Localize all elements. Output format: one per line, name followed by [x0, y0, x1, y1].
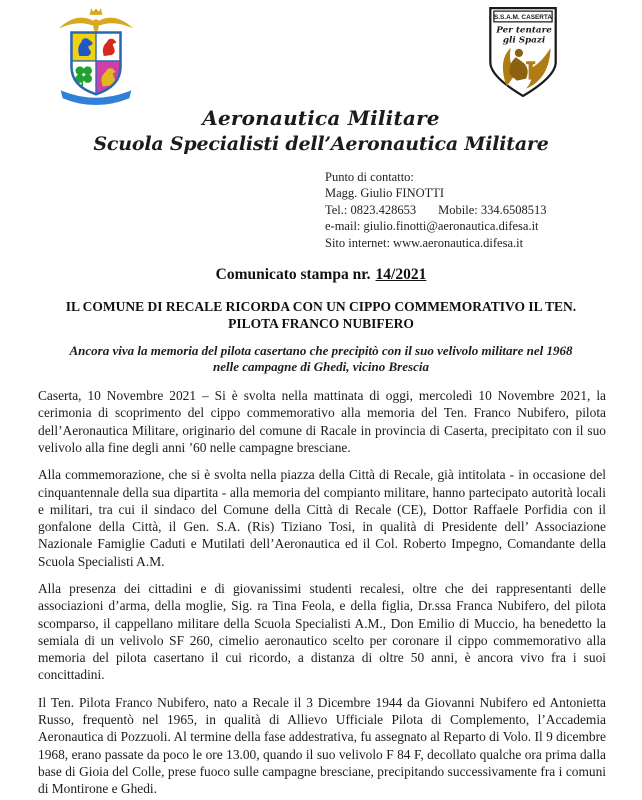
headline-line1: IL COMUNE DI RECALE RICORDA CON UN CIPPO COMMEMORATIVO IL TEN.	[65, 299, 577, 315]
ssam-label-text: S.S.A.M. CASERTA	[493, 14, 553, 22]
org-title: Aeronautica Militare	[202, 106, 440, 130]
contact-mobile: Mobile: 334.6508513	[438, 202, 547, 217]
release-number-heading	[0, 266, 642, 284]
subtitle-line1: Ancora viva la memoria del pilota casertano che precipitò con il suo velivolo militare nel 1968	[69, 343, 573, 359]
ssam-motto-line2: gli Spazi	[502, 35, 546, 46]
contact-block	[325, 169, 642, 251]
contact-tel: Tel.: 0823.428653	[325, 202, 417, 217]
release-number: 14/2021	[375, 266, 427, 284]
contact-email: e-mail: giulio.finotti@aeronautica.difesa.it	[325, 219, 539, 234]
headline	[0, 299, 642, 332]
aeronautica-militare-crest-icon	[52, 6, 140, 108]
body-text	[38, 387, 606, 798]
ssam-caserta-crest-icon	[485, 5, 561, 99]
contact-name: Magg. Giulio FINOTTI	[325, 186, 445, 201]
school-title: Scuola Specialisti dell’Aeronautica Militare	[93, 133, 549, 155]
release-number-prefix: Comunicato stampa nr.	[215, 266, 371, 284]
subtitle	[0, 343, 642, 374]
contact-website: Sito internet: www.aeronautica.difesa.it	[325, 235, 524, 250]
headline-line2: PILOTA FRANCO NUBIFERO	[228, 315, 414, 331]
body-paragraph: Alla commemorazione, che si è svolta nella piazza della Città di Recale, già intitolata - in occasione del cinquantennale della sua dipartita - alla memoria del compianto militare, hanno partecipato autorità locali e militari, tra cui il sindaco del Comune della Città di Recale (CE), Dottor Raffaele Porfidia con il gonfalone della Città, il Gen. S.A. (Ris) Tiziano Tosi, in qualità di Presidente dell’ Associazione Nazionale Famiglie Caduti e Mutilati dell’Aeronautica ed il Col. Roberto Impegno, Comandante della Scuola Specialisti A.M.	[38, 467, 606, 569]
crest-crown-shape	[90, 8, 103, 15]
body-paragraph: Caserta, 10 Novembre 2021 – Si è svolta nella mattinata di oggi, mercoledì 10 Novembre 2021, la cerimonia di scoprimento del cippo commemorativo alla memoria del Ten. Franco Nubifero, pilota dell’Aeronautica Militare, originario del comune di Racale in provincia di Caserta, precipitato con il suo velivolo alla fine degli anni ’60 nelle campagne bresciane.	[38, 388, 606, 455]
body-paragraph: Alla presenza dei cittadini e di giovanissimi studenti recalesi, oltre che dei rappresentanti delle associazioni d’arma, della moglie, Sig. ra Tina Feola, e della figlia, Dr.ssa Franca Nubifero, del pilota scomparso, il cappellano militare della Scuola Specialisti A.M., Don Emilio di Muccio, ha benedetto la semiala di un velivolo SF 260, cimelio aeronautico scelto per coronare il cippo commemorativo alla memoria del pilota casertano il cui ricordo, a distanza di oltre 50 anni, è ancora vivo fra i suoi concittadini.	[38, 581, 606, 683]
body-paragraph: Il Ten. Pilota Franco Nubifero, nato a Recale il 3 Dicembre 1944 da Giovanni Nubifero ed Antonietta Russo, frequentò nel 1965, in qualità di Allievo Ufficiale Pilota di Complemento, l’Accademia Aeronautica di Pozzuoli. Al termine della fase addestrativa, fu assegnato al Reparto di Volo. Il 9 dicembre 1968, erano passate da poco le ore 13.00, quando il suo velivolo F 84 F, decollato qualche ora prima dalla base di Gioia del Colle, prese fuoco sulle campagne bresciane, precipitando successivamente fra i comuni di Montirone e Ghedi.	[38, 694, 606, 797]
ssam-motto-line1: Per tentare	[496, 25, 552, 36]
subtitle-line2: nelle campagne di Ghedi, vicino Brescia	[213, 358, 429, 374]
contact-heading: Punto di contatto:	[325, 170, 414, 184]
contact-phones	[325, 202, 642, 218]
